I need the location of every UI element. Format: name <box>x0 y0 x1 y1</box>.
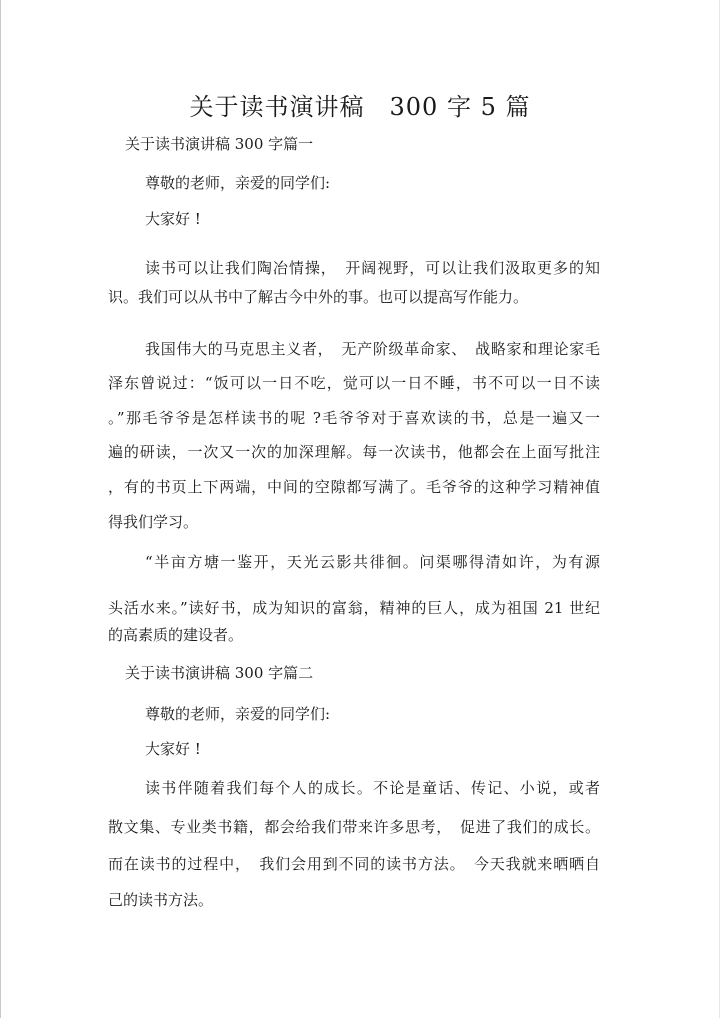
s2-p1-line-2: 散文集、专业类书籍，都会给我们带来许多思考， 促进了我们的成长。 <box>108 818 600 836</box>
page-edge-left <box>0 0 1 1018</box>
s2-p1-line-1: 读书伴随着我们每个人的成长。不论是童话、传记、小说，或者 <box>145 779 600 797</box>
page-title: 关于读书演讲稿 300 字 5 篇 <box>189 93 531 121</box>
s1-p3-line-3: 的高素质的建设者。 <box>108 626 244 644</box>
s2-p1-line-3: 而在读书的过程中， 我们会用到不同的读书方法。 今天我就来晒晒自 <box>108 855 600 873</box>
s1-p1-line-1: 读书可以让我们陶冶情操， 开阔视野，可以让我们汲取更多的知 <box>145 259 600 277</box>
s1-p2-line-6: 得我们学习。 <box>108 513 199 531</box>
s1-p2-line-1: 我国伟大的马克思主义者， 无产阶级革命家、 战略家和理论家毛 <box>145 340 600 358</box>
s1-p2-line-4: 遍的研读，一次又一次的加深理解。每一次读书，他都会在上面写批注 <box>108 443 600 461</box>
s1-p3-line-2: 头活水来。”读好书，成为知识的富翁，精神的巨人，成为祖国 21 世纪 <box>108 599 600 617</box>
s1-p2-line-2: 泽东曾说过：“饭可以一日不吃，觉可以一日不睡，书不可以一日不读 <box>108 374 600 392</box>
section-2-greeting: 大家好 ! <box>145 740 201 758</box>
s1-p2-line-3: 。”那毛爷爷是怎样读书的呢 ?毛爷爷对于喜欢读的书，总是一遍又一 <box>108 409 600 427</box>
s1-p1-line-2: 识。我们可以从书中了解古今中外的事。也可以提高写作能力。 <box>108 288 529 306</box>
section-2-heading: 关于读书演讲稿 300 字篇二 <box>125 664 314 682</box>
s1-p3-line-1: “半亩方塘一鉴开，天光云影共徘徊。问渠哪得清如许，为有源 <box>145 553 600 571</box>
section-1-greeting: 大家好 ! <box>145 210 201 228</box>
section-1-salutation: 尊敬的老师，亲爱的同学们: <box>145 174 331 192</box>
s2-p1-line-4: 己的读书方法。 <box>108 891 214 909</box>
section-2-salutation: 尊敬的老师，亲爱的同学们: <box>145 705 331 723</box>
section-1-heading: 关于读书演讲稿 300 字篇一 <box>125 135 314 153</box>
s1-p2-line-5: ，有的书页上下两端，中间的空隙都写满了。毛爷爷的这种学习精神值 <box>108 478 600 496</box>
